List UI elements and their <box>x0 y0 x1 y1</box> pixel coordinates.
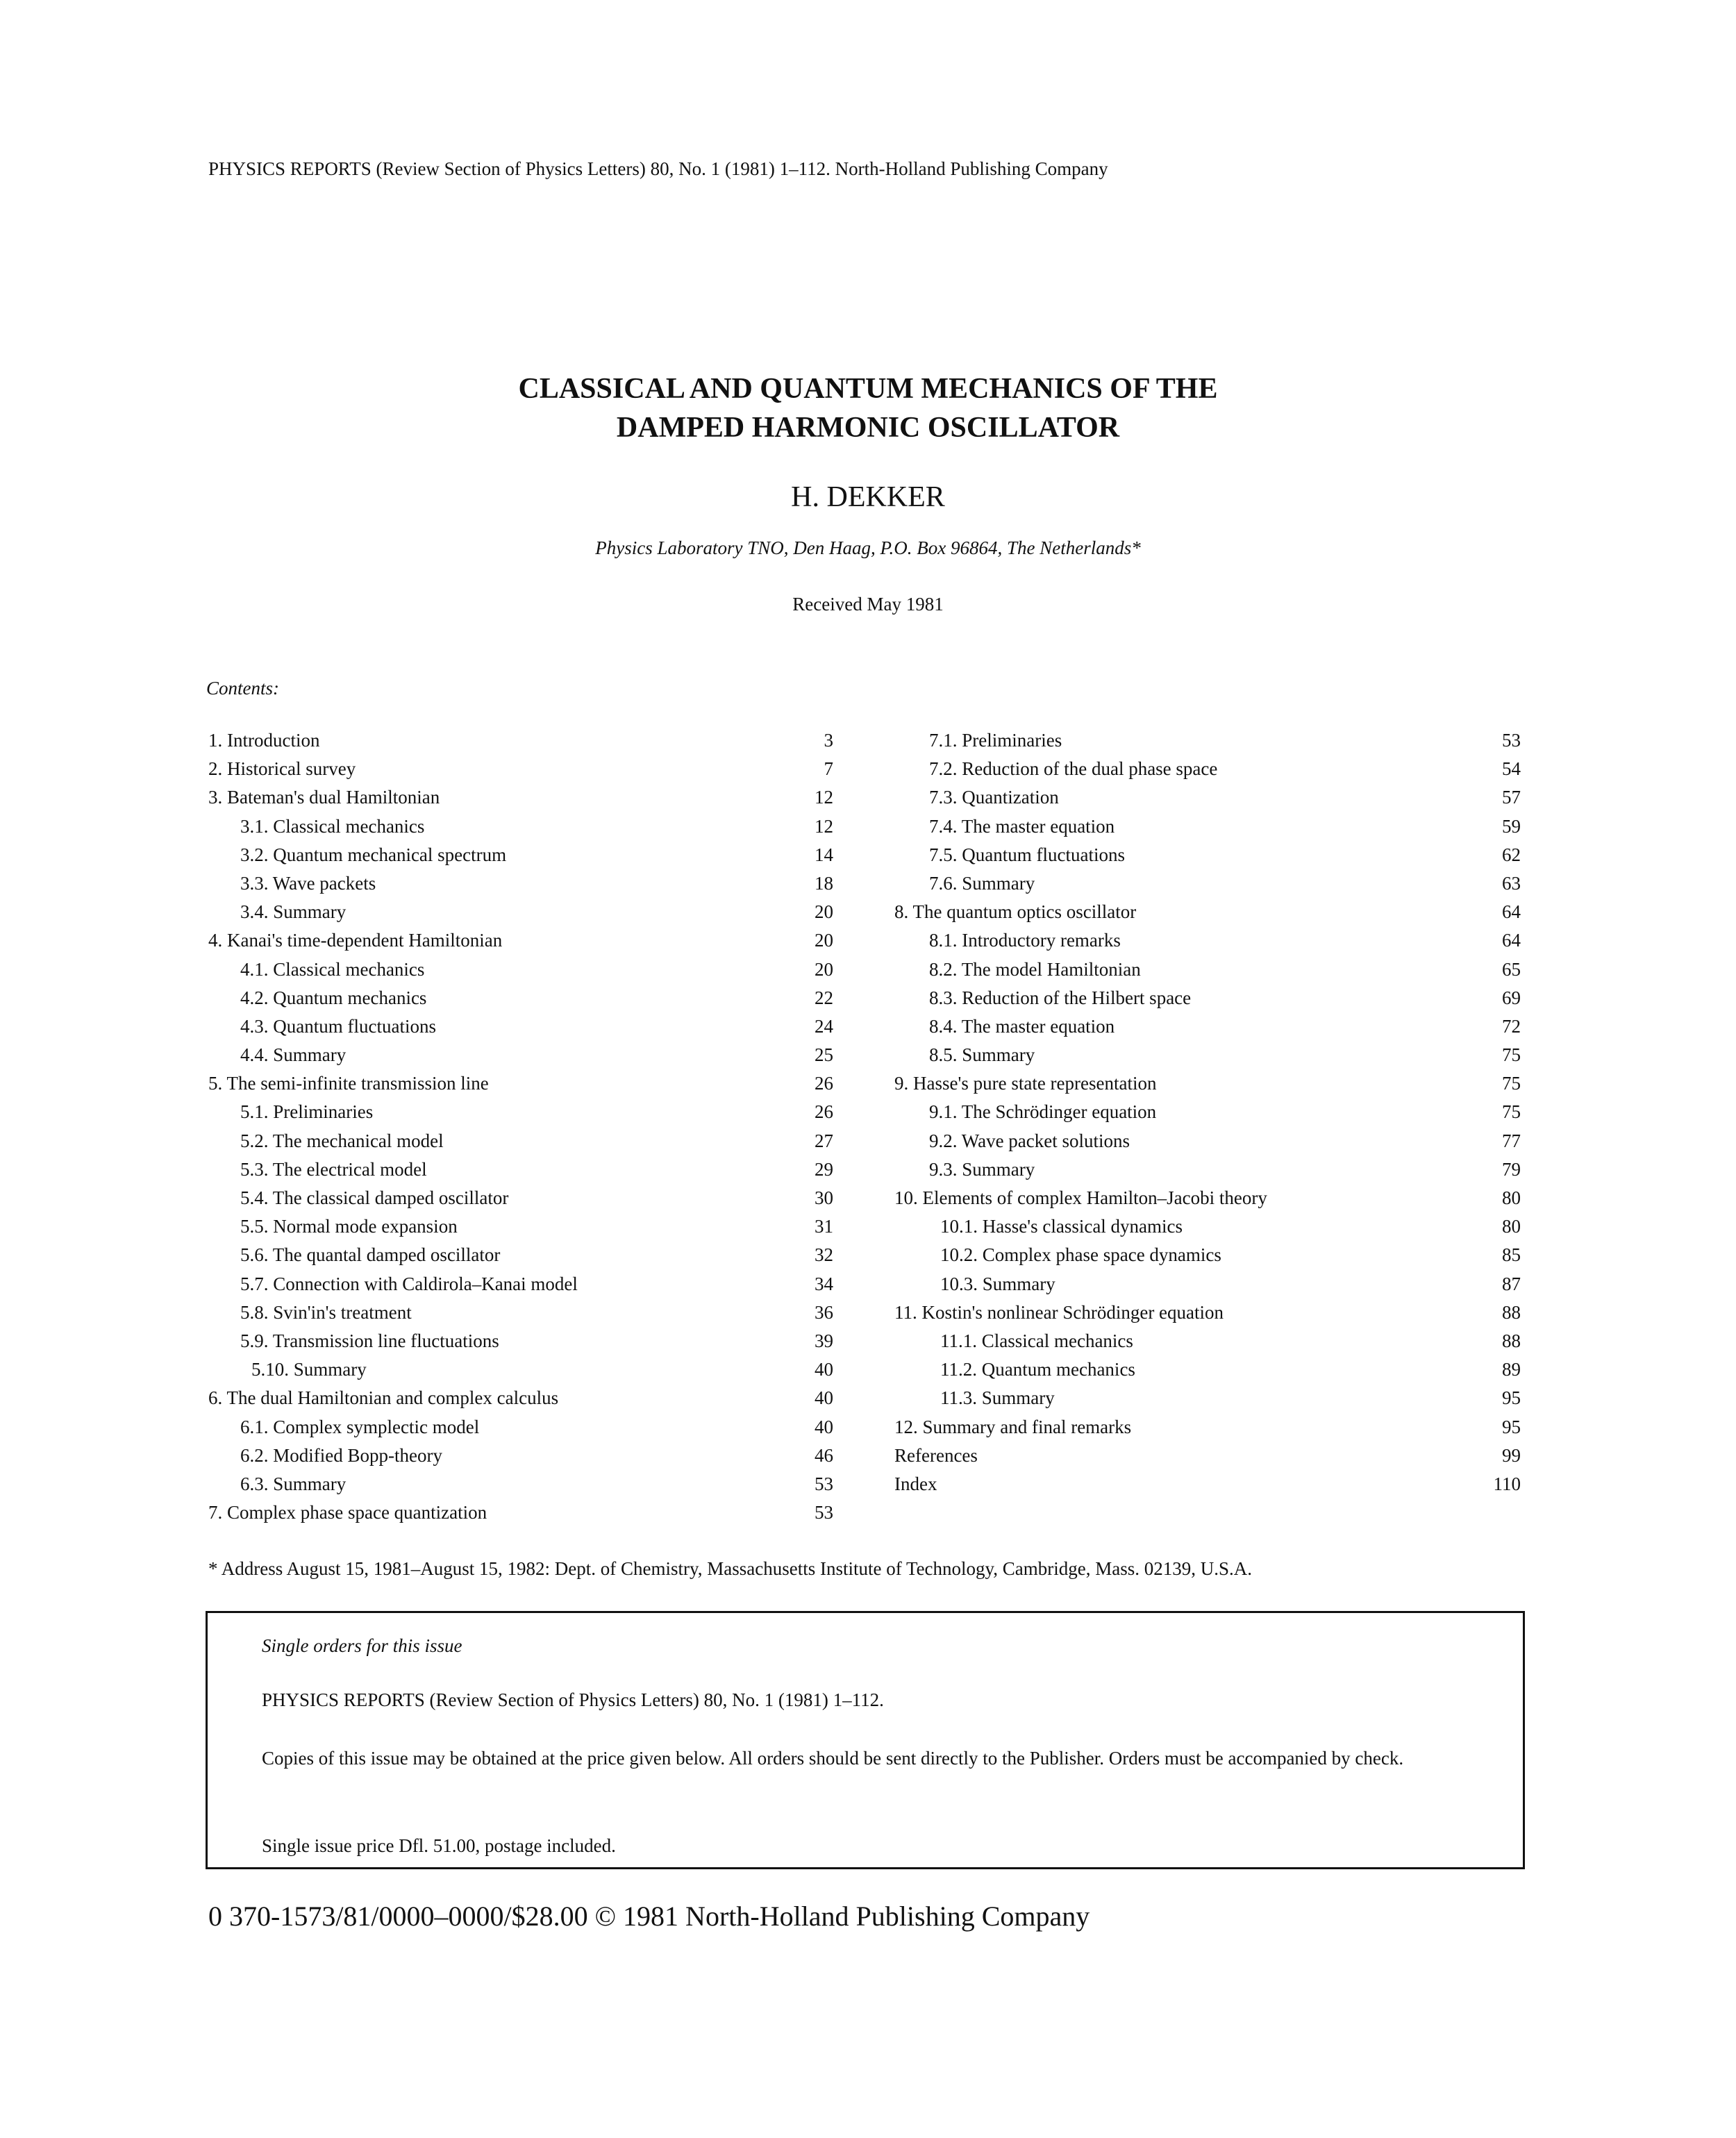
toc-entry-page: 3 <box>824 730 833 751</box>
toc-entry-title: 8.5. Summary <box>929 1044 1035 1066</box>
toc-entry <box>894 1413 1521 1442</box>
toc-entry <box>894 1327 1521 1355</box>
toc-entry-page: 57 <box>1502 787 1521 808</box>
toc-entry-title: 6.3. Summary <box>240 1473 347 1494</box>
toc-entry-page: 46 <box>815 1444 833 1466</box>
toc-entry-page: 20 <box>815 930 833 951</box>
toc-entry-page: 88 <box>1502 1330 1521 1351</box>
toc-entry <box>894 1155 1521 1184</box>
toc-entry <box>894 1041 1521 1069</box>
toc-entry-title: 5.10. Summary <box>251 1359 367 1380</box>
toc-entry-page: 59 <box>1502 815 1521 837</box>
toc-entry-page: 36 <box>815 1301 833 1323</box>
toc-entry <box>894 1098 1521 1126</box>
toc-entry <box>208 755 833 783</box>
order-box-copies-text: Copies of this issue may be obtained at the price given below. All orders should be sent directly to the Publisher. Orders must be accompanied by check. <box>262 1748 1404 1769</box>
toc-entry-page: 14 <box>815 844 833 865</box>
toc-entry-title: 10.1. Hasse's classical dynamics <box>940 1216 1183 1237</box>
toc-entry <box>208 1470 833 1498</box>
toc-entry-title: 5.4. The classical damped oscillator <box>240 1187 509 1208</box>
toc-entry <box>894 726 1521 755</box>
toc-entry-title: 11.1. Classical mechanics <box>940 1330 1133 1351</box>
toc-entry-title: 5.6. The quantal damped oscillator <box>240 1244 501 1266</box>
toc-entry-page: 95 <box>1502 1416 1521 1437</box>
toc-entry-page: 64 <box>1502 901 1521 923</box>
order-box-price-text: Single issue price Dfl. 51.00, postage included. <box>262 1835 616 1856</box>
toc-entry-page: 75 <box>1502 1073 1521 1094</box>
toc-entry <box>208 869 833 898</box>
toc-entry-page: 110 <box>1493 1473 1521 1494</box>
toc-entry-title: 6.1. Complex symplectic model <box>240 1416 480 1437</box>
toc-entry-title: 8.2. The model Hamiltonian <box>929 958 1141 980</box>
toc-entry-title: 11.2. Quantum mechanics <box>940 1359 1135 1380</box>
toc-entry-title: 6. The dual Hamiltonian and complex calculus <box>208 1387 559 1409</box>
toc-entry-title: 8.3. Reduction of the Hilbert space <box>929 987 1192 1008</box>
toc-entry <box>894 812 1521 841</box>
toc-entry <box>208 812 833 841</box>
toc-entry-title: 5.8. Svin'in's treatment <box>240 1301 412 1323</box>
toc-entry <box>208 1442 833 1470</box>
toc-entry-title: 4.2. Quantum mechanics <box>240 987 427 1008</box>
toc-entry <box>208 783 833 812</box>
toc-entry <box>208 726 833 755</box>
toc-entry-title: 7.1. Preliminaries <box>929 730 1062 751</box>
toc-entry-page: 53 <box>815 1473 833 1494</box>
toc-entry-page: 53 <box>815 1502 833 1523</box>
toc-entry-title: 9.1. The Schrödinger equation <box>929 1101 1157 1123</box>
toc-entry-title: 1. Introduction <box>208 730 320 751</box>
toc-entry <box>208 926 833 955</box>
toc-entry-title: 9.3. Summary <box>929 1158 1035 1180</box>
toc-entry-title: 7.6. Summary <box>929 872 1035 894</box>
toc-entry <box>208 1012 833 1041</box>
toc-entry-page: 95 <box>1502 1387 1521 1409</box>
toc-entry <box>208 955 833 984</box>
toc-entry <box>208 1241 833 1269</box>
address-footnote: * Address August 15, 1981–August 15, 1982: Dept. of Chemistry, Massachusetts Institute of Technology, Cambridge, Mass. 02139, U.S.A. <box>208 1558 1253 1579</box>
toc-entry <box>208 1270 833 1298</box>
toc-entry <box>208 1155 833 1184</box>
toc-entry-title: 5.5. Normal mode expansion <box>240 1216 458 1237</box>
toc-entry-page: 30 <box>815 1187 833 1208</box>
toc-entry-title: 9. Hasse's pure state representation <box>894 1073 1157 1094</box>
toc-entry-page: 20 <box>815 958 833 980</box>
article-title-line-2: DAMPED HARMONIC OSCILLATOR <box>616 412 1120 444</box>
toc-entry <box>208 1498 833 1527</box>
toc-entry <box>894 755 1521 783</box>
toc-entry <box>894 926 1521 955</box>
toc-entry-page: 29 <box>815 1158 833 1180</box>
toc-entry-page: 18 <box>815 872 833 894</box>
toc-entry-title: 2. Historical survey <box>208 758 356 780</box>
toc-entry <box>894 1442 1521 1470</box>
toc-entry-title: 11.3. Summary <box>940 1387 1055 1409</box>
article-title-line-1: CLASSICAL AND QUANTUM MECHANICS OF THE <box>518 373 1218 405</box>
toc-entry-page: 12 <box>815 787 833 808</box>
toc-entry-page: 40 <box>815 1416 833 1437</box>
toc-entry-title: 7.2. Reduction of the dual phase space <box>929 758 1218 780</box>
toc-entry-title: 5.2. The mechanical model <box>240 1130 444 1151</box>
toc-entry-title: 5.3. The electrical model <box>240 1158 427 1180</box>
toc-entry-title: 8.4. The master equation <box>929 1015 1115 1037</box>
toc-entry-page: 72 <box>1502 1015 1521 1037</box>
contents-label: Contents: <box>206 678 279 699</box>
toc-entry-page: 12 <box>815 815 833 837</box>
toc-entry-page: 31 <box>815 1216 833 1237</box>
toc-entry-title: 4. Kanai's time-dependent Hamiltonian <box>208 930 503 951</box>
contents-left-column <box>208 726 833 1527</box>
toc-entry-title: Index <box>894 1473 937 1494</box>
toc-entry-title: 7.3. Quantization <box>929 787 1059 808</box>
toc-entry-title: 10. Elements of complex Hamilton–Jacobi theory <box>894 1187 1267 1208</box>
toc-entry <box>894 1012 1521 1041</box>
toc-entry-page: 75 <box>1502 1044 1521 1066</box>
toc-entry-title: 7. Complex phase space quantization <box>208 1502 487 1523</box>
toc-entry <box>208 1413 833 1442</box>
toc-entry-title: 3.4. Summary <box>240 901 347 923</box>
toc-entry-page: 69 <box>1502 987 1521 1008</box>
toc-entry-page: 40 <box>815 1387 833 1409</box>
toc-entry-page: 99 <box>1502 1444 1521 1466</box>
toc-entry-page: 65 <box>1502 958 1521 980</box>
single-orders-box <box>206 1611 1525 1869</box>
toc-entry-page: 22 <box>815 987 833 1008</box>
toc-entry-page: 88 <box>1502 1301 1521 1323</box>
toc-entry-title: 3.1. Classical mechanics <box>240 815 425 837</box>
toc-entry-page: 89 <box>1502 1359 1521 1380</box>
toc-entry-page: 64 <box>1502 930 1521 951</box>
toc-entry <box>208 1327 833 1355</box>
toc-entry-title: 4.3. Quantum fluctuations <box>240 1015 436 1037</box>
journal-header: PHYSICS REPORTS (Review Section of Physics Letters) 80, No. 1 (1981) 1–112. North-Holland Publishing Company <box>208 158 1108 179</box>
toc-entry-page: 24 <box>815 1015 833 1037</box>
toc-entry <box>208 984 833 1012</box>
toc-entry-title: 9.2. Wave packet solutions <box>929 1130 1130 1151</box>
order-box-journal-line: PHYSICS REPORTS (Review Section of Physics Letters) 80, No. 1 (1981) 1–112. <box>262 1689 884 1710</box>
toc-entry-page: 26 <box>815 1073 833 1094</box>
toc-entry-title: 10.2. Complex phase space dynamics <box>940 1244 1221 1266</box>
contents-right-column <box>894 726 1521 1498</box>
toc-entry-page: 20 <box>815 901 833 923</box>
toc-entry <box>894 1298 1521 1327</box>
toc-entry <box>894 984 1521 1012</box>
toc-entry-title: 5.1. Preliminaries <box>240 1101 374 1123</box>
author-affiliation: Physics Laboratory TNO, Den Haag, P.O. Box 96864, The Netherlands* <box>595 537 1141 558</box>
toc-entry <box>894 1470 1521 1498</box>
toc-entry <box>208 841 833 869</box>
toc-entry-title: 6.2. Modified Bopp-theory <box>240 1444 442 1466</box>
toc-entry-title: 3. Bateman's dual Hamiltonian <box>208 787 440 808</box>
toc-entry-title: 5.7. Connection with Caldirola–Kanai model <box>240 1273 578 1294</box>
toc-entry-title: 3.3. Wave packets <box>240 872 376 894</box>
toc-entry <box>894 1384 1521 1412</box>
toc-entry-title: 5. The semi-infinite transmission line <box>208 1073 489 1094</box>
toc-entry-title: 12. Summary and final remarks <box>894 1416 1132 1437</box>
toc-entry-page: 80 <box>1502 1216 1521 1237</box>
order-box-heading: Single orders for this issue <box>262 1635 462 1656</box>
toc-entry <box>894 1355 1521 1384</box>
toc-entry-page: 53 <box>1502 730 1521 751</box>
toc-entry-page: 54 <box>1502 758 1521 780</box>
toc-entry-page: 34 <box>815 1273 833 1294</box>
toc-entry-title: 7.5. Quantum fluctuations <box>929 844 1125 865</box>
toc-entry-title: 8.1. Introductory remarks <box>929 930 1121 951</box>
toc-entry-page: 80 <box>1502 1187 1521 1208</box>
toc-entry <box>208 898 833 926</box>
toc-entry-title: 3.2. Quantum mechanical spectrum <box>240 844 507 865</box>
toc-entry <box>894 1212 1521 1241</box>
toc-entry <box>894 1241 1521 1269</box>
toc-entry-page: 79 <box>1502 1158 1521 1180</box>
received-date: Received May 1981 <box>792 594 944 615</box>
toc-entry <box>894 869 1521 898</box>
toc-entry <box>894 898 1521 926</box>
toc-entry-page: 77 <box>1502 1130 1521 1151</box>
toc-entry-page: 63 <box>1502 872 1521 894</box>
toc-entry-title: 7.4. The master equation <box>929 815 1115 837</box>
toc-entry <box>208 1184 833 1212</box>
toc-entry-title: References <box>894 1444 978 1466</box>
toc-entry-title: 4.1. Classical mechanics <box>240 958 425 980</box>
toc-entry <box>894 955 1521 984</box>
toc-entry <box>894 841 1521 869</box>
toc-entry-title: 5.9. Transmission line fluctuations <box>240 1330 499 1351</box>
toc-entry <box>208 1384 833 1412</box>
toc-entry-title: 11. Kostin's nonlinear Schrödinger equation <box>894 1301 1224 1323</box>
toc-entry-page: 75 <box>1502 1101 1521 1123</box>
toc-entry <box>208 1069 833 1098</box>
toc-entry <box>208 1098 833 1126</box>
toc-entry <box>894 783 1521 812</box>
toc-entry <box>208 1298 833 1327</box>
toc-entry-title: 8. The quantum optics oscillator <box>894 901 1137 923</box>
toc-entry <box>894 1069 1521 1098</box>
toc-entry <box>208 1041 833 1069</box>
toc-entry-page: 87 <box>1502 1273 1521 1294</box>
copyright-line: 0 370-1573/81/0000–0000/$28.00 © 1981 North-Holland Publishing Company <box>208 1901 1090 1932</box>
toc-entry <box>208 1127 833 1155</box>
toc-entry-page: 27 <box>815 1130 833 1151</box>
toc-entry <box>208 1355 833 1384</box>
toc-entry <box>894 1184 1521 1212</box>
toc-entry-title: 10.3. Summary <box>940 1273 1055 1294</box>
toc-entry-page: 40 <box>815 1359 833 1380</box>
toc-entry-page: 25 <box>815 1044 833 1066</box>
toc-entry-page: 32 <box>815 1244 833 1266</box>
toc-entry <box>894 1270 1521 1298</box>
toc-entry-page: 26 <box>815 1101 833 1123</box>
toc-entry-page: 7 <box>824 758 833 780</box>
toc-entry-page: 85 <box>1502 1244 1521 1266</box>
toc-entry-page: 39 <box>815 1330 833 1351</box>
toc-entry-page: 62 <box>1502 844 1521 865</box>
toc-entry <box>208 1212 833 1241</box>
toc-entry <box>894 1127 1521 1155</box>
toc-entry-title: 4.4. Summary <box>240 1044 347 1066</box>
author-name: H. DEKKER <box>791 481 945 513</box>
